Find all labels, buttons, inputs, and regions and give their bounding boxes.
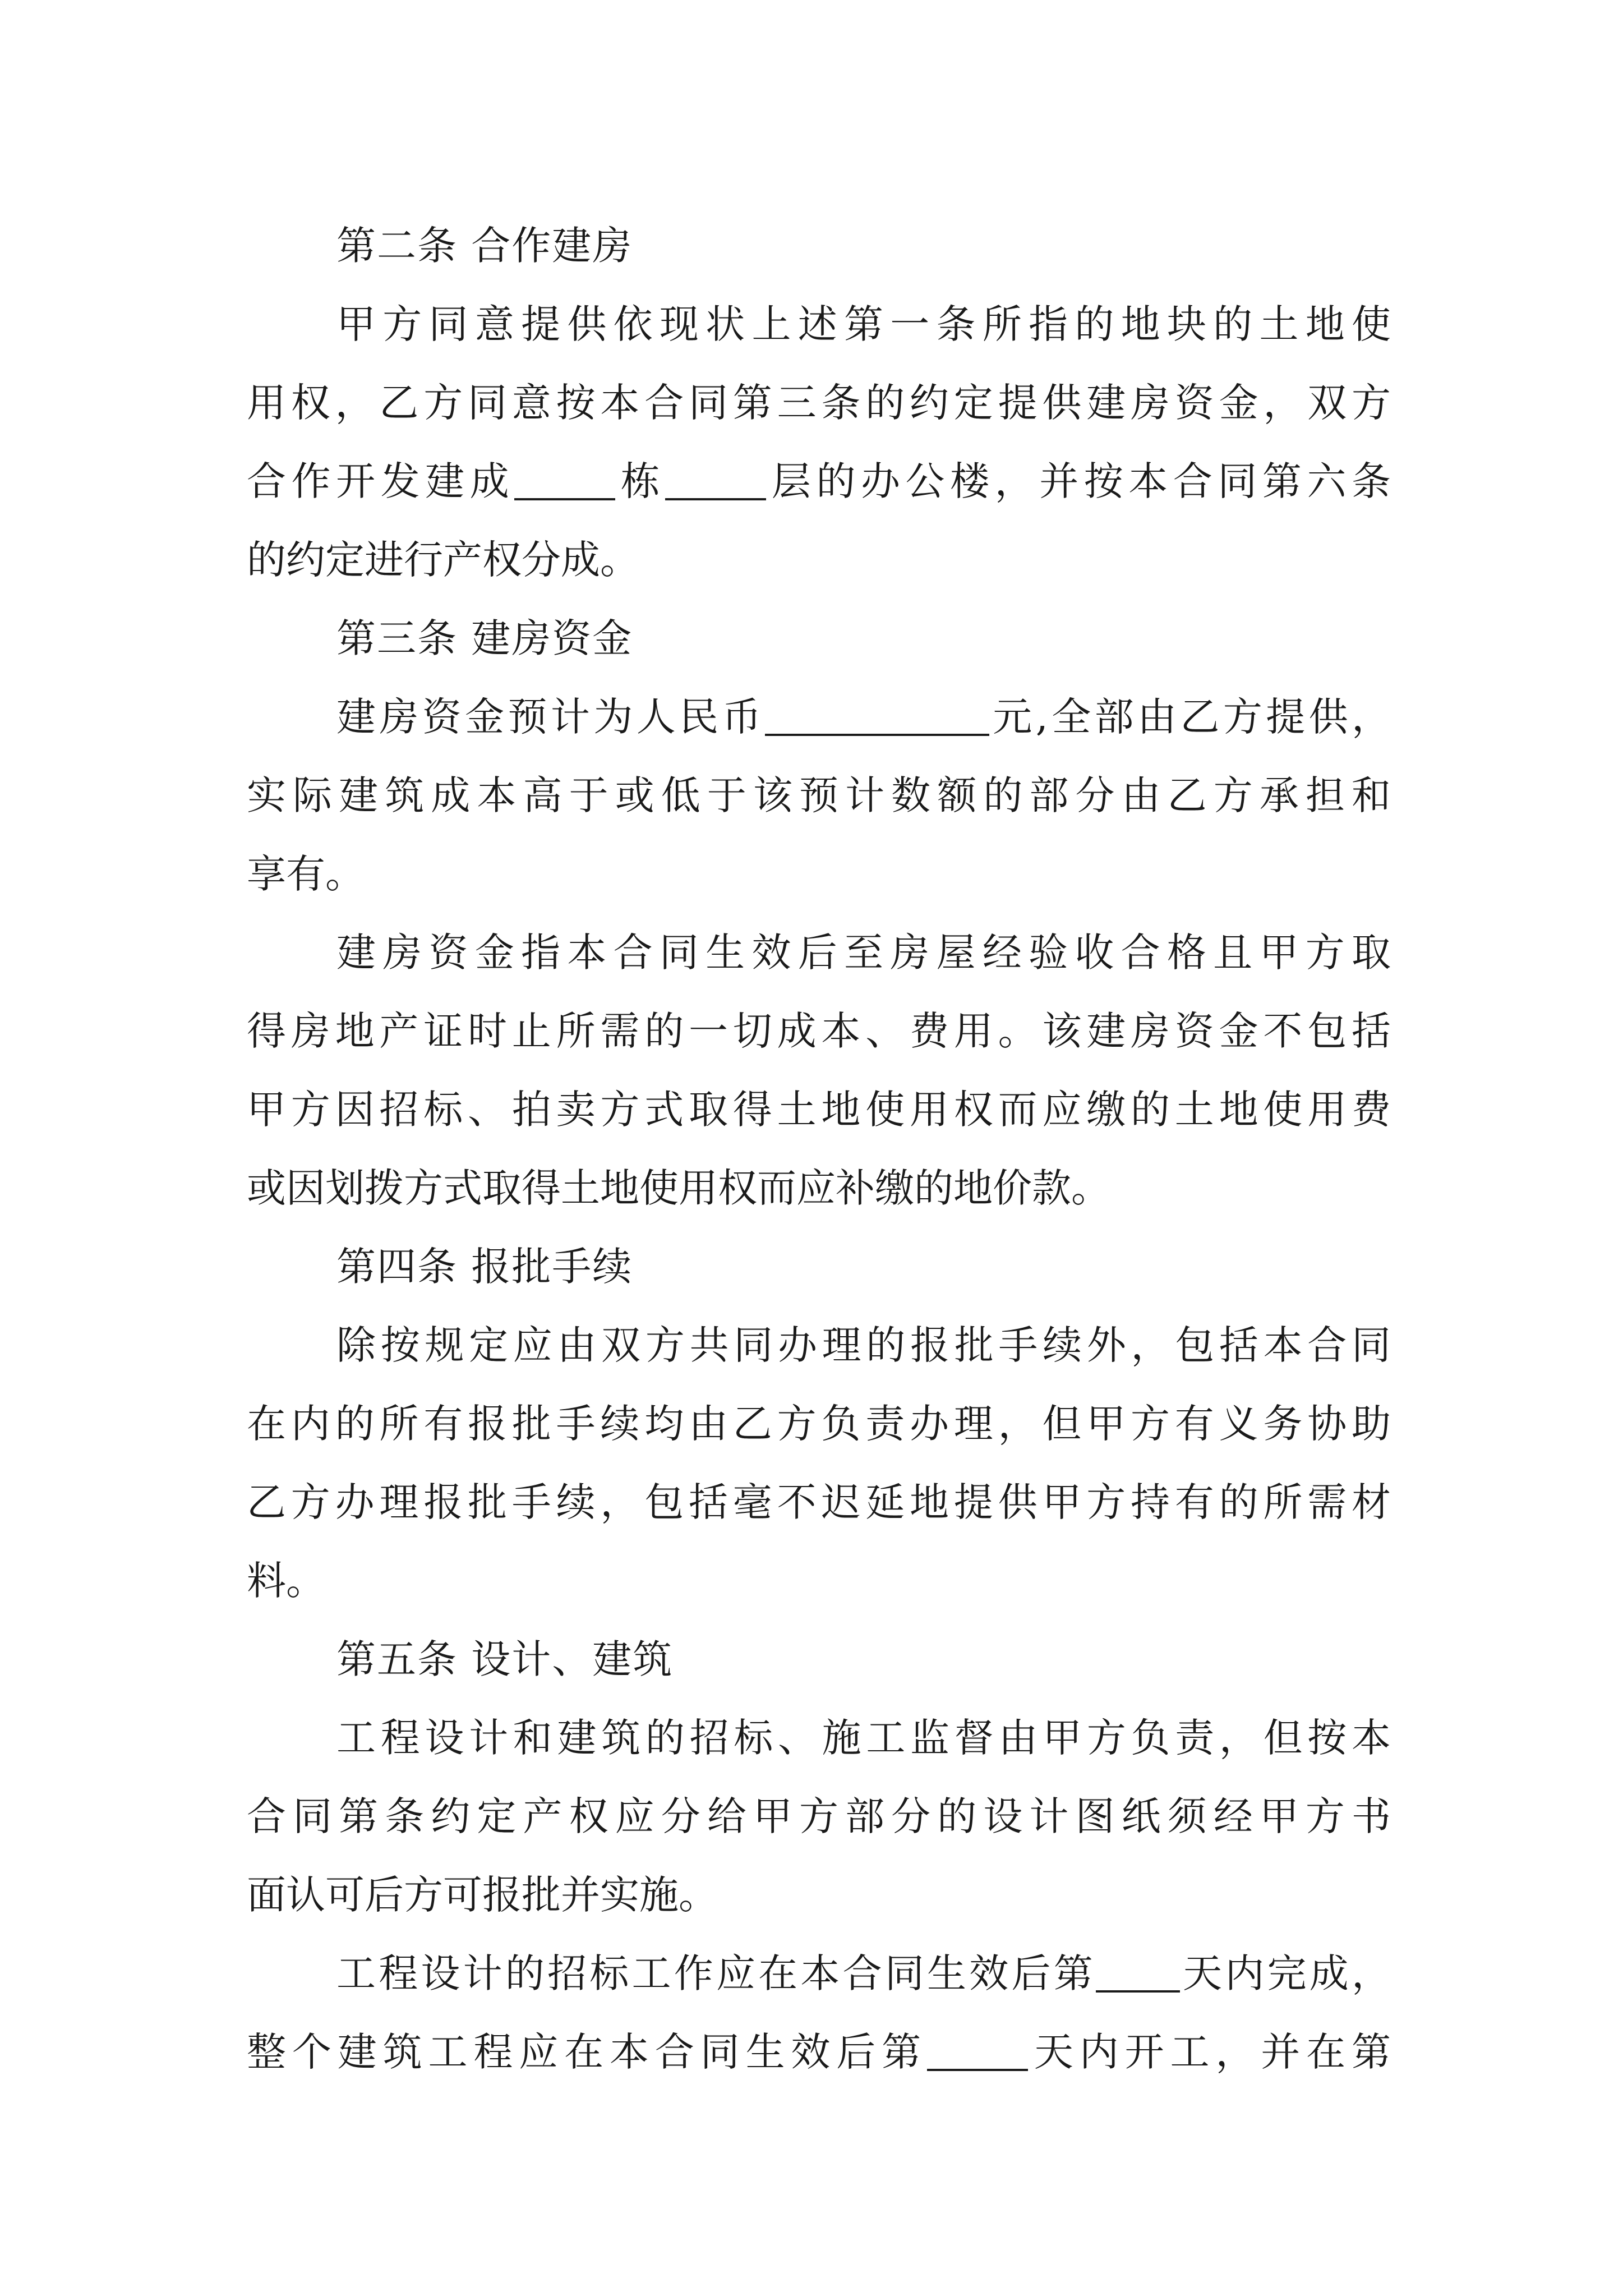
paragraph-line-with-blank: 建房资金预计为人民币 元,全部由乙方提供，: [336, 694, 1391, 740]
paragraph-line: 得房地产证时止所需的一切成本、费用。该建房资金不包括: [247, 1008, 1391, 1054]
fill-blank-floor-count[interactable]: [665, 459, 766, 500]
paragraph-line: 享有。: [247, 851, 365, 897]
paragraph-line: 除按规定应由双方共同办理的报批手续外，包括本合同: [336, 1322, 1391, 1368]
paragraph-line: 甲方因招标、拍卖方式取得土地使用权而应缴的土地使用费: [247, 1087, 1391, 1133]
fill-blank-design-days[interactable]: [1096, 1951, 1180, 1993]
article-3-heading: 第三条 建房资金: [336, 615, 633, 661]
paragraph-line: 工程设计和建筑的招标、施工监督由甲方负责，但按本: [336, 1715, 1391, 1761]
article-5-heading: 第五条 设计、建筑: [336, 1636, 674, 1682]
paragraph-line-with-blank: 整个建筑工程应在本合同生效后第 天内开工，并在第: [247, 2029, 1391, 2075]
fill-blank-building-count[interactable]: [514, 459, 615, 500]
paragraph-line: 在内的所有报批手续均由乙方负责办理，但甲方有义务协助: [247, 1401, 1391, 1447]
paragraph-line: 或因划拨方式取得土地使用权而应补缴的地价款。: [247, 1165, 1110, 1211]
article-4-heading: 第四条 报批手续: [336, 1244, 633, 1290]
paragraph-line: 实际建筑成本高于或低于该预计数额的部分由乙方承担和: [247, 772, 1391, 818]
paragraph-line-with-blank: 工程设计的招标工作应在本合同生效后第 天内完成，: [336, 1950, 1391, 1996]
fill-blank-amount[interactable]: [765, 694, 989, 736]
paragraph-line: 用权，乙方同意按本合同第三条的约定提供建房资金，双方: [247, 380, 1391, 426]
paragraph-line: 甲方同意提供依现状上述第一条所指的地块的土地使: [336, 301, 1391, 347]
paragraph-line: 建房资金指本合同生效后至房屋经验收合格且甲方取: [336, 930, 1391, 976]
document-body: [247, 206, 1391, 2091]
fill-blank-start-days[interactable]: [927, 2030, 1028, 2071]
paragraph-line: 乙方办理报批手续，包括毫不迟延地提供甲方持有的所需材: [247, 1479, 1391, 1525]
paragraph-line: 料。: [247, 1558, 325, 1604]
paragraph-line-with-blanks: 合作开发建成 栋 层的办公楼，并按本合同第六条: [247, 458, 1391, 504]
paragraph-line: 合同第条约定产权应分给甲方部分的设计图纸须经甲方书: [247, 1793, 1391, 1839]
paragraph-line: 的约定进行产权分成。: [247, 537, 639, 583]
paragraph-line: 面认可后方可报批并实施。: [247, 1872, 718, 1918]
article-2-heading: 第二条 合作建房: [336, 223, 633, 269]
